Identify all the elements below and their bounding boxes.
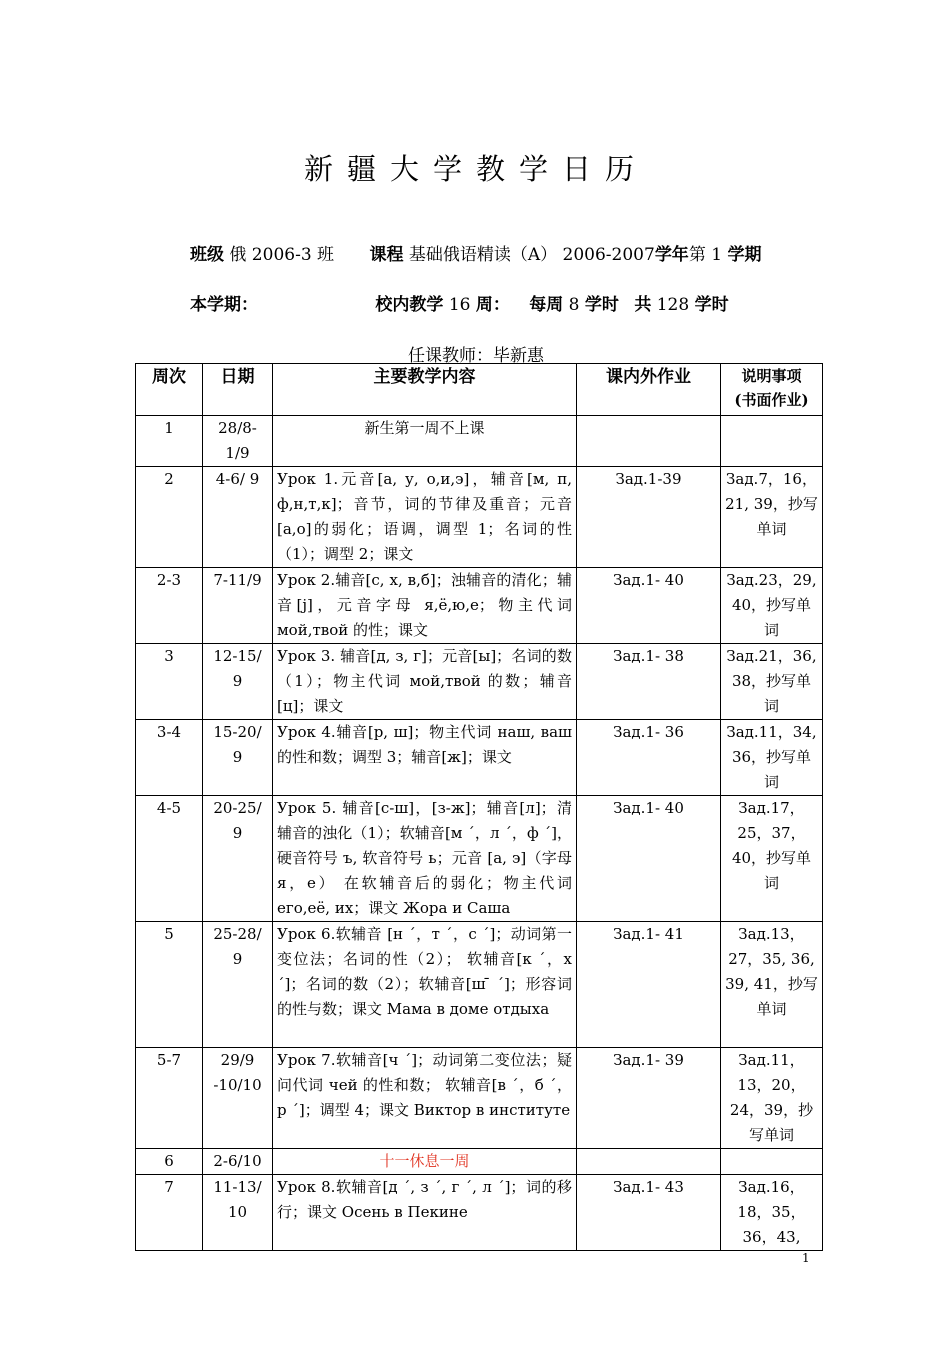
cell-date: 20-25/ 9	[203, 796, 273, 922]
header-date: 日期	[203, 364, 273, 416]
year-label: 学年	[654, 245, 689, 265]
cell-date: 15-20/ 9	[203, 720, 273, 796]
cell-date: 7-11/9	[203, 568, 273, 644]
cell-notes: Зад.11，34, 36，抄写单词	[721, 720, 823, 796]
cell-homework: Зад.1- 40	[577, 568, 721, 644]
total-label: 共	[634, 295, 652, 315]
cell-content: Урок 3. 辅音[д, з, г]；元音[ы]；名词的数（1）；物主代词 мой,твой 的数；辅音[ц]；课文	[273, 644, 577, 720]
cell-date: 29/9 -10/10	[203, 1048, 273, 1149]
cell-homework: Зад.1-39	[577, 467, 721, 568]
school-teaching-label: 校内教学	[375, 295, 444, 315]
cell-date: 2-6/10	[203, 1149, 273, 1175]
cell-week: 1	[136, 416, 203, 467]
cell-date: 28/8-1/9	[203, 416, 273, 467]
cell-notes: Зад.17，25，37，40，抄写单词	[721, 796, 823, 922]
semester-label: 本学期：	[190, 295, 258, 315]
cell-content-holiday: 十一休息一周	[273, 1149, 577, 1175]
total-hours-label: 学时	[694, 295, 729, 315]
cell-notes: Зад.16，18，35，36，43,	[721, 1175, 823, 1251]
cell-homework: Зад.1- 41	[577, 922, 721, 1048]
weekly-label: 每周	[529, 295, 564, 315]
header-homework: 课内外作业	[577, 364, 721, 416]
cell-content: Урок 7.软辅音[ч ´]；动词第二变位法；疑问代词 чей 的性和数； 软辅音[в ´，б ´，р ´]；调型 4；课文 Виктор в институте	[273, 1048, 577, 1149]
cell-notes	[721, 1149, 823, 1175]
table-row	[136, 1175, 823, 1251]
semester-info-line	[190, 290, 729, 315]
weeks-value: 16	[448, 295, 471, 315]
cell-week: 2	[136, 467, 203, 568]
cell-date: 11-13/ 10	[203, 1175, 273, 1251]
cell-homework	[577, 1149, 721, 1175]
class-value: 俄 2006-3 班	[229, 245, 335, 265]
cell-week: 2-3	[136, 568, 203, 644]
cell-notes: Зад.23，29, 40，抄写单词	[721, 568, 823, 644]
cell-notes: Зад.13，27，35, 36, 39, 41，抄写单词	[721, 922, 823, 1048]
table-row	[136, 1149, 823, 1175]
cell-date: 4-6/ 9	[203, 467, 273, 568]
weeks-label: 周：	[475, 295, 510, 315]
table-row	[136, 467, 823, 568]
term-label: 学期	[727, 245, 762, 265]
cell-date: 12-15/ 9	[203, 644, 273, 720]
cell-homework: Зад.1- 39	[577, 1048, 721, 1149]
cell-week: 7	[136, 1175, 203, 1251]
table-row	[136, 720, 823, 796]
table-row	[136, 644, 823, 720]
cell-content: Урок 8.软辅音[д ´, з ´, г ´, л ´]；词的移行；课文 Осень в Пекине	[273, 1175, 577, 1251]
cell-week: 6	[136, 1149, 203, 1175]
header-notes-line1: 说明事项	[741, 367, 802, 385]
course-label: 课程	[369, 245, 404, 265]
cell-week: 3-4	[136, 720, 203, 796]
cell-content: Урок 1.元音[а, у, о,и,э]，辅音[м, п, ф,н,т,к]；音节，词的节律及重音；元音[а,о]的弱化；语调，调型 1；名词的性（1）；调型 2；课文	[273, 467, 577, 568]
term-prefix: 第 1	[688, 245, 723, 265]
cell-homework: Зад.1- 36	[577, 720, 721, 796]
cell-week: 5	[136, 922, 203, 1048]
cell-week: 3	[136, 644, 203, 720]
header-content: 主要教学内容	[273, 364, 577, 416]
course-value: 基础俄语精读（A） 2006-2007	[408, 245, 655, 265]
cell-notes: Зад.21，36, 38，抄写单词	[721, 644, 823, 720]
schedule-table	[135, 363, 823, 1251]
cell-notes: Зад.11，13，20，24，39，抄写单词	[721, 1048, 823, 1149]
class-label: 班级	[190, 245, 224, 265]
cell-content: 新生第一周不上课	[273, 416, 577, 467]
cell-week: 5-7	[136, 1048, 203, 1149]
total-value: 128	[656, 295, 690, 315]
hours-label: 学时	[584, 295, 619, 315]
page-number: 1	[802, 1251, 810, 1265]
header-week: 周次	[136, 364, 203, 416]
table-row	[136, 568, 823, 644]
header-notes-line2: (书面作业)	[734, 391, 809, 409]
cell-homework: Зад.1- 38	[577, 644, 721, 720]
table-row	[136, 796, 823, 922]
cell-content: Урок 6.软辅音 [н ´，т ´，с ´]；动词第一变位法；名词的性（2）； 软辅音[к ´，х ´]；名词的数（2）；软辅音[ш ̄ ´]；形容词的性与数；课文 Мама в доме отдыха	[273, 922, 577, 1048]
cell-homework: Зад.1- 43	[577, 1175, 721, 1251]
table-row	[136, 1048, 823, 1149]
cell-content: Урок 2.辅音[с, х, в,б]；浊辅音的清化；辅音[j]，元音字母 я,ё,ю,е；物主代词 мой,твой 的性；课文	[273, 568, 577, 644]
teacher-line: 任课教师：毕新惠	[408, 346, 544, 366]
cell-notes: Зад.7，16，21, 39，抄写单词	[721, 467, 823, 568]
weekly-value: 8	[568, 295, 580, 315]
cell-homework	[577, 416, 721, 467]
cell-week: 4-5	[136, 796, 203, 922]
table-header-row	[136, 364, 823, 416]
cell-notes	[721, 416, 823, 467]
header-notes	[721, 364, 823, 416]
cell-homework: Зад.1- 40	[577, 796, 721, 922]
document-title: 新疆大学教学日历	[303, 152, 648, 186]
cell-date: 25-28/ 9	[203, 922, 273, 1048]
table-row	[136, 922, 823, 1048]
cell-content: Урок 4.辅音[р, ш]；物主代词 наш, ваш 的性和数；调型 3；辅音[ж]；课文	[273, 720, 577, 796]
course-info-line	[190, 240, 761, 265]
table-row	[136, 416, 823, 467]
cell-content: Урок 5. 辅音[с-ш]，[з-ж]；辅音[л]；清辅音的浊化（1）；软辅音[м ´，л ´，ф ´]，硬音符号 ъ, 软音符号 ь；元音 [а, э]（字母 я，е） 在软辅音后的弱化；物主代词 его,её, их；课文 Жора и Саша	[273, 796, 577, 922]
